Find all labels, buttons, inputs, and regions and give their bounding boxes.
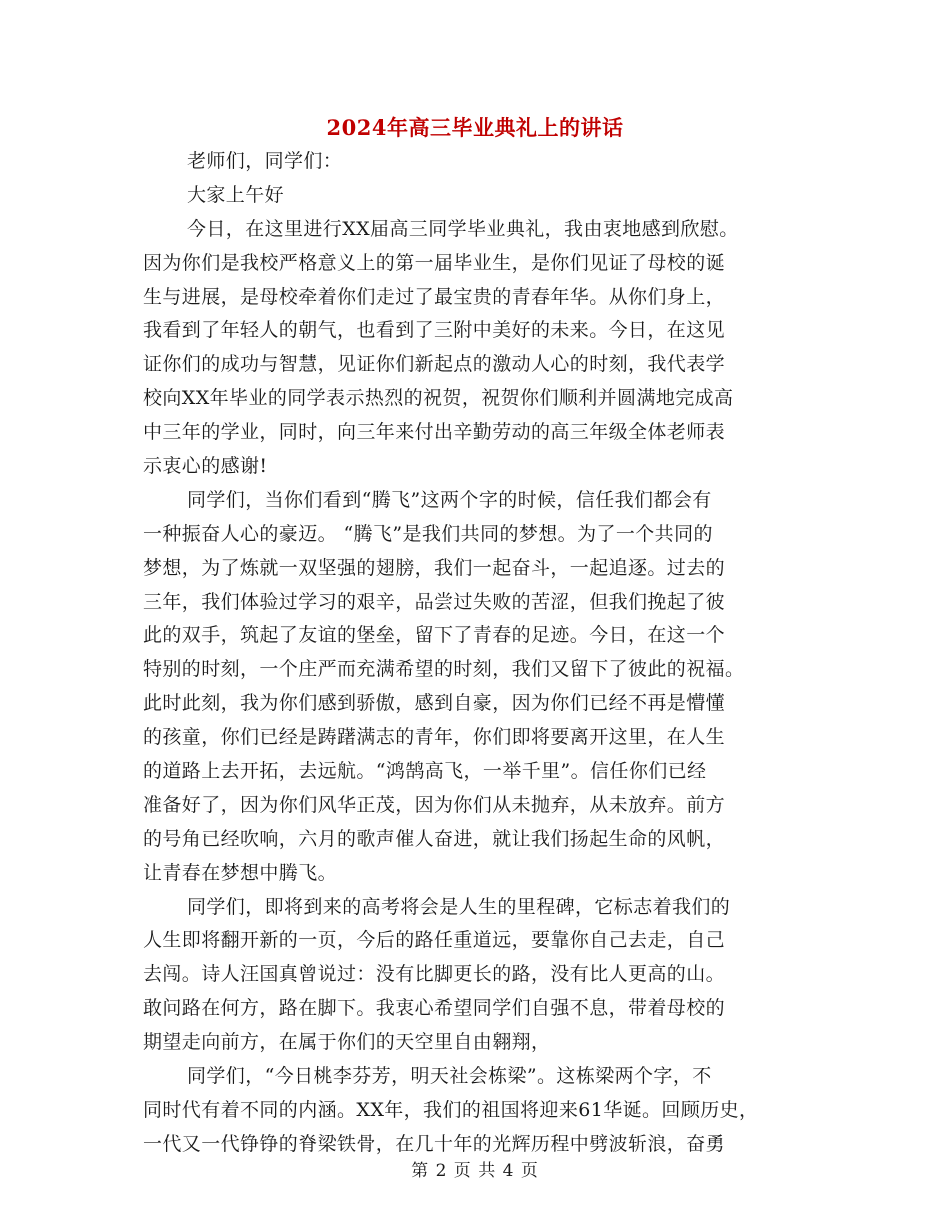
text-line: 准备好了，因为你们风华正茂，因为你们从未抛弃，从未放弃。前方 [143,793,726,816]
text-line: 人生即将翻开新的一页，今后的路任重道远，要靠你自己去走，自己 [143,929,726,952]
text-line: 的孩童，你们已经是踌躇满志的青年，你们即将要离开这里，在人生 [143,726,726,749]
text-line: 的号角已经吹响，六月的歌声催人奋进，就让我们扬起生命的风帆， [143,827,726,850]
text-line: 一种振奋人心的豪迈。 “腾飞”是我们共同的梦想。为了一个共同的 [143,522,713,545]
text-line: 校向XX年毕业的同学表示热烈的祝贺，祝贺你们顺利并圆满地完成高 [143,387,734,410]
text-line: 三年，我们体验过学习的艰辛，品尝过失败的苦涩，但我们挽起了彼 [143,590,726,613]
text-line: 因为你们是我校严格意义上的第一届毕业生，是你们见证了母校的诞 [143,251,726,274]
text-line: 此的双手，筑起了友谊的堡垒，留下了青春的足迹。今日，在这一个 [143,624,726,647]
text-line: 去闯。诗人汪国真曾说过：没有比脚更长的路，没有比人更高的山。 [143,963,726,986]
text-line: 我看到了年轻人的朝气，也看到了三附中美好的未来。今日，在这见 [143,319,726,342]
text-line: 期望走向前方，在属于你们的天空里自由翱翔， [143,1031,551,1054]
text-line: 此时此刻，我为你们感到骄傲，感到自豪，因为你们已经不再是懵懂 [143,692,726,715]
text-line: 同时代有着不同的内涵。XX年，我们的祖国将迎来61华诞。回顾历史， [143,1098,759,1121]
text-line: 老师们，同学们： [187,150,343,172]
text-line: 大家上午好 [187,183,285,206]
text-line: 证你们的成功与智慧，见证你们新起点的激动人心的时刻，我代表学 [143,353,726,376]
text-line: 的道路上去开拓，去远航。“鸿鹄高飞，一举千里”。信任你们已经 [143,760,707,783]
text-line: 中三年的学业，同时，向三年来付出辛勤劳动的高三年级全体老师表 [143,421,726,444]
text-line: 一代又一代铮铮的脊梁铁骨，在几十年的光辉历程中劈波斩浪，奋勇 [143,1132,726,1155]
document-body [143,145,823,1162]
text-line: 示衷心的感谢! [143,455,268,478]
text-line: 今日，在这里进行XX届高三同学毕业典礼，我由衷地感到欣慰。 [187,217,739,240]
text-line: 同学们，“今日桃李芬芳，明天社会栋梁”。这栋梁两个字，不 [187,1065,712,1088]
text-line: 让青春在梦想中腾飞。 [143,861,338,884]
text-line: 敢问路在何方，路在脚下。我衷心希望同学们自强不息，带着母校的 [143,997,726,1020]
text-line: 梦想，为了炼就一双坚强的翅膀，我们一起奋斗，一起追逐。过去的 [143,556,726,579]
document-title: 2024年高三毕业典礼上的讲话 [326,115,624,140]
text-line: 特别的时刻，一个庄严而充满希望的时刻，我们又留下了彼此的祝福。 [143,658,745,681]
text-line: 同学们，当你们看到“腾飞”这两个字的时候，信任我们都会有 [187,488,712,511]
text-line: 生与进展，是母校牵着你们走过了最宝贵的青春年华。从你们身上， [143,285,726,308]
text-line: 同学们，即将到来的高考将会是人生的里程碑，它标志着我们的 [187,895,731,918]
page-footer: 第 2 页 共 4 页 [411,1161,539,1181]
